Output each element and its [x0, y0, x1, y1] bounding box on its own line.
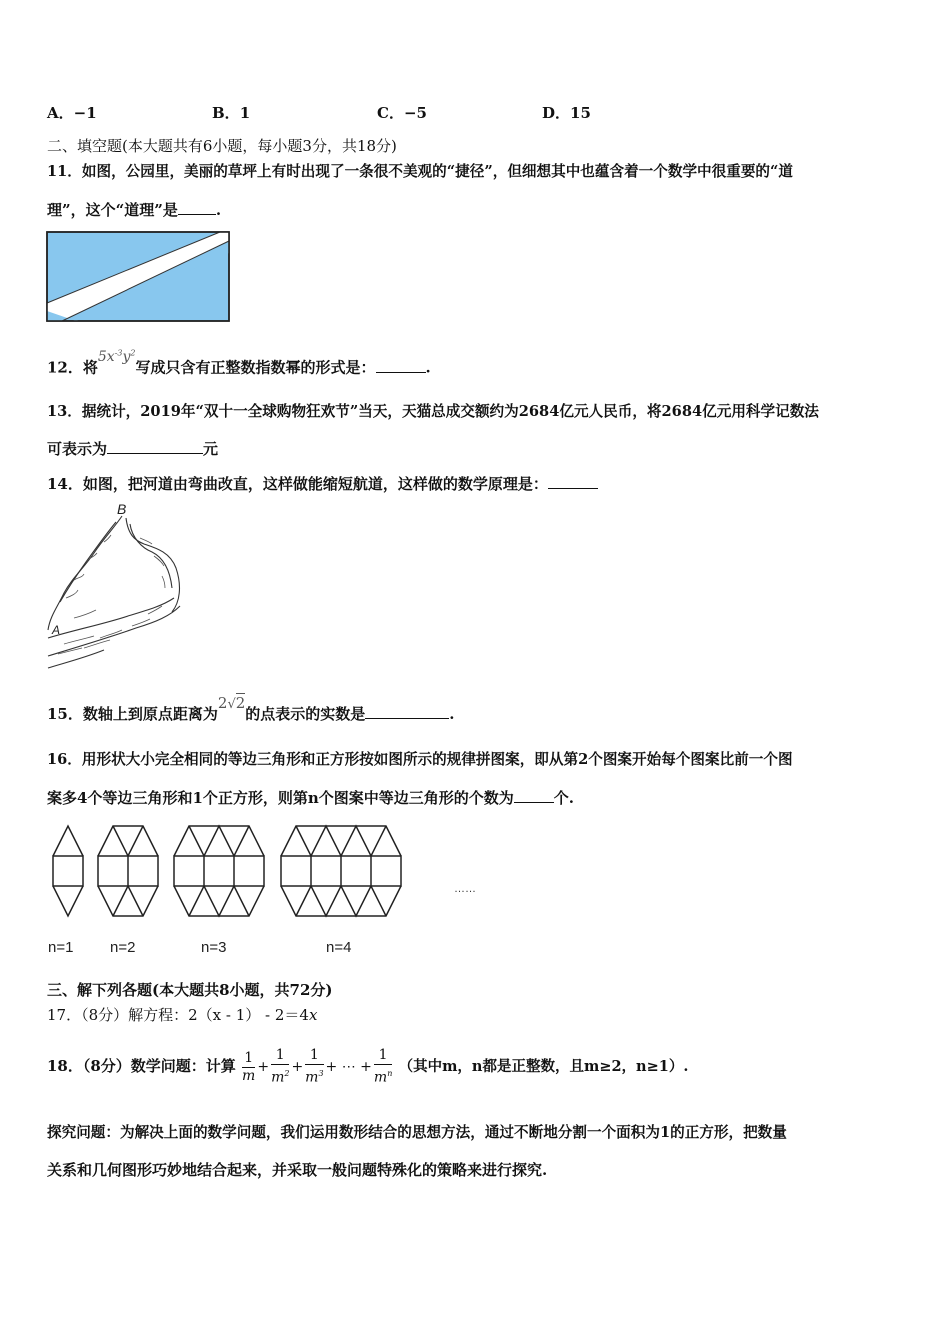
- q18-frac-1: $\frac{1}{m}$: [242, 1049, 256, 1084]
- pattern-n2: [98, 826, 158, 916]
- option-a: A．−1: [47, 104, 97, 122]
- q17-line: 17．（8分）解方程：2（x - 1） - 2＝4x: [47, 1006, 318, 1024]
- q14-river-figure: [44, 498, 194, 670]
- q11-lawn-figure: [46, 231, 230, 323]
- q16-line1: 16．用形状大小完全相同的等边三角形和正方形按如图所示的规律拼图案，即从第2个图案开始每个图案比前一个图: [47, 751, 793, 768]
- q13-line1: 13．据统计，2019年“双十一全球购物狂欢节”当天，天猫总成交额约为2684亿元人民币，将2684亿元用科学记数法: [47, 403, 819, 420]
- pattern-ellipsis: ……: [454, 883, 476, 895]
- q12-expression: $5x^{-3}y^2$: [97, 348, 136, 365]
- pattern-n1: [53, 826, 83, 916]
- pattern-label-n1: n=1: [48, 939, 74, 956]
- river-label-b: B: [117, 501, 127, 517]
- river-banks: [48, 516, 180, 668]
- q13-line2: 可表示为 元: [47, 440, 219, 458]
- option-b: B．1: [212, 104, 251, 122]
- pattern-label-n4: n=4: [326, 939, 352, 956]
- q11-line2: 理”，这个“道理”是 .: [47, 201, 222, 219]
- q18-frac-2: $\frac{1}{m^2}$: [271, 1047, 290, 1086]
- q11-line1: 11．如图，公园里，美丽的草坪上有时出现了一条很不美观的“捷径”，但细想其中也蕴含着一个数学中很重要的“道: [47, 163, 793, 180]
- q12-line: 12．将$5x^{-3}y^2$写成只含有正整数指数幂的形式是： .: [47, 348, 431, 377]
- river-label-a: A: [52, 623, 61, 637]
- section-3-heading: 三、解下列各题(本大题共8小题，共72分): [47, 981, 333, 999]
- option-c: C．−5: [377, 104, 427, 122]
- q18-line: 18．（8分）数学问题：计算 $\frac{1}{m}$ + $\frac{1}{m^2}$ + $\frac{1}{m^3}$ + ⋯ + $\frac{1}{m^n}$ （其中m，n都是正整数，且m≥2，n≥1）.: [47, 1047, 689, 1086]
- pattern-label-n2: n=2: [110, 939, 136, 956]
- q14-line: 14．如图，把河道由弯曲改直，这样做能缩短航道，这样做的数学原理是：: [47, 474, 598, 494]
- pattern-label-n3: n=3: [201, 939, 227, 956]
- q15-line: 15．数轴上到原点距离为2√2的点表示的实数是 .: [47, 694, 455, 723]
- q15-answer-blank[interactable]: [365, 704, 449, 719]
- q18-frac-n: $\frac{1}{m^n}$: [373, 1047, 393, 1086]
- q12-answer-blank[interactable]: [376, 358, 426, 373]
- pattern-n4: [281, 826, 401, 916]
- q13-answer-blank[interactable]: [107, 439, 203, 454]
- q18-frac-3: $\frac{1}{m^3}$: [305, 1047, 324, 1086]
- pattern-n3: [174, 826, 264, 916]
- option-d: D．15: [542, 104, 591, 122]
- explore-line1: 探究问题：为解决上面的数学问题，我们运用数形结合的思想方法，通过不断地分割一个面积为1的正方形，把数量: [47, 1124, 787, 1141]
- q16-pattern-figure: [44, 818, 494, 963]
- section-2-heading: 二、填空题(本大题共有6小题，每小题3分，共18分): [47, 137, 397, 155]
- q16-answer-blank[interactable]: [514, 788, 554, 803]
- q15-sqrt-expression: 2√2: [217, 694, 246, 712]
- q11-answer-blank[interactable]: [178, 200, 216, 215]
- q16-line2: 案多4个等边三角形和1个正方形，则第n个图案中等边三角形的个数为 个.: [47, 789, 575, 807]
- explore-line2: 关系和几何图形巧妙地结合起来，并采取一般问题特殊化的策略来进行探究.: [47, 1161, 548, 1179]
- q14-answer-blank[interactable]: [548, 474, 598, 489]
